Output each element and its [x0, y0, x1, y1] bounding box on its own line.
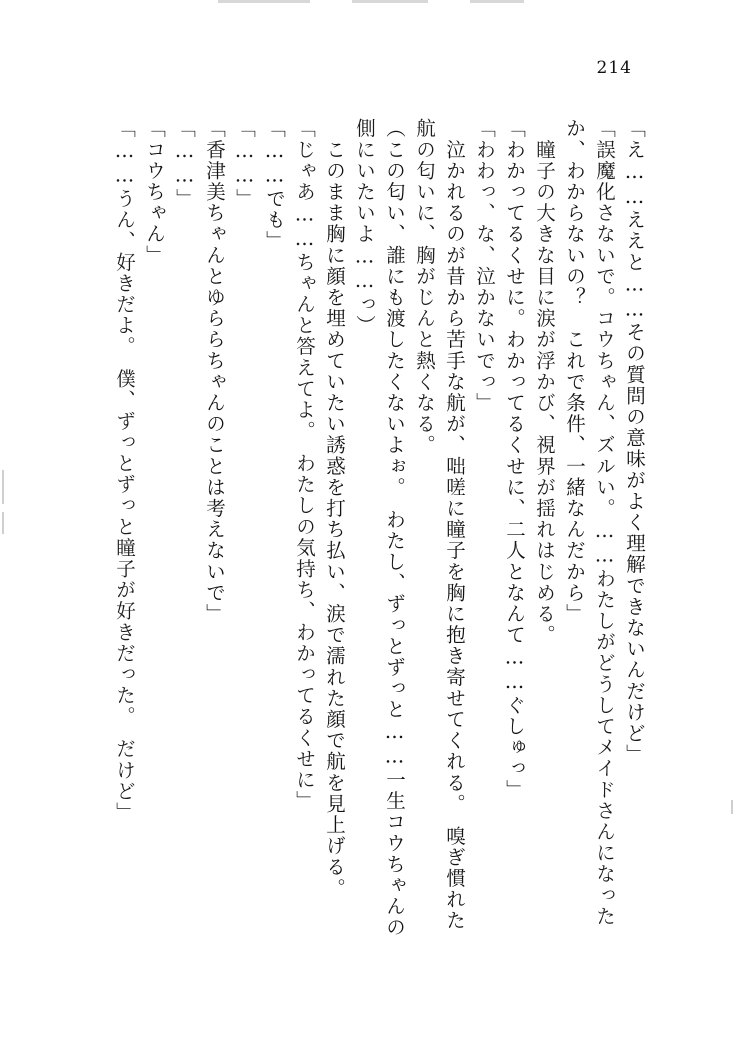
text-line: 「コウちゃん」	[143, 118, 166, 266]
text-line: 「……うん、好きだよ。 僕、ずっとずっと瞳子が好きだった。 だけど」	[113, 118, 136, 823]
text-line: 「わかってるくせに。わかってるくせに、二人となんて……ぐしゅっ」	[503, 118, 526, 801]
scan-artifact	[2, 512, 4, 534]
text-line: 「……」	[233, 118, 256, 210]
text-line: 航の匂いに、胸がじんと熱くなる。	[413, 118, 436, 456]
text-line: 泣かれるのが昔から苦手な航が、咄嗟に瞳子を胸に抱き寄せてくれる。 嗅ぎ慣れた	[443, 118, 466, 932]
text-line: 「誤魔化さないで。コウちゃん、ズルい。……わたしがどうしてメイドさんになった	[593, 118, 616, 927]
text-line: 「じゃあ……ちゃんと答えてよ。 わたしの気持ち、わかってるくせに」	[293, 118, 316, 812]
scan-artifact	[470, 0, 524, 3]
scan-artifact	[352, 0, 428, 3]
text-line: 瞳子の大きな目に涙が浮かび、視界が揺れはじめる。	[533, 118, 556, 646]
scan-artifact	[2, 470, 4, 504]
body-text	[76, 118, 646, 939]
text-line: 「……」	[173, 118, 196, 210]
text-line: か、わからないの？ これで条件、一緒なんだから」	[563, 118, 586, 625]
text-line: （この匂い、誰にも渡したくないよぉ。 わたし、ずっとずっと……一生コウちゃんの	[383, 118, 406, 939]
text-line: このまま胸に顔を埋めていたい誘惑を打ち払い、涙で濡れた顔で航を見上げる。	[323, 118, 346, 899]
text-line: 「え……ええと……その質問の意味がよく理解できないんだけど」	[623, 118, 646, 765]
scan-artifact	[218, 0, 310, 3]
text-line: 「香津美ちゃんとゆららちゃんのことは考えないで」	[203, 118, 226, 625]
scan-artifact	[731, 800, 733, 814]
page-number: 214	[596, 58, 632, 78]
text-line: 「わわっ、な、泣かないでっ」	[473, 118, 496, 414]
text-line: 「……でも」	[263, 118, 286, 252]
text-line: 側にいたいよ……っ）	[353, 118, 376, 336]
